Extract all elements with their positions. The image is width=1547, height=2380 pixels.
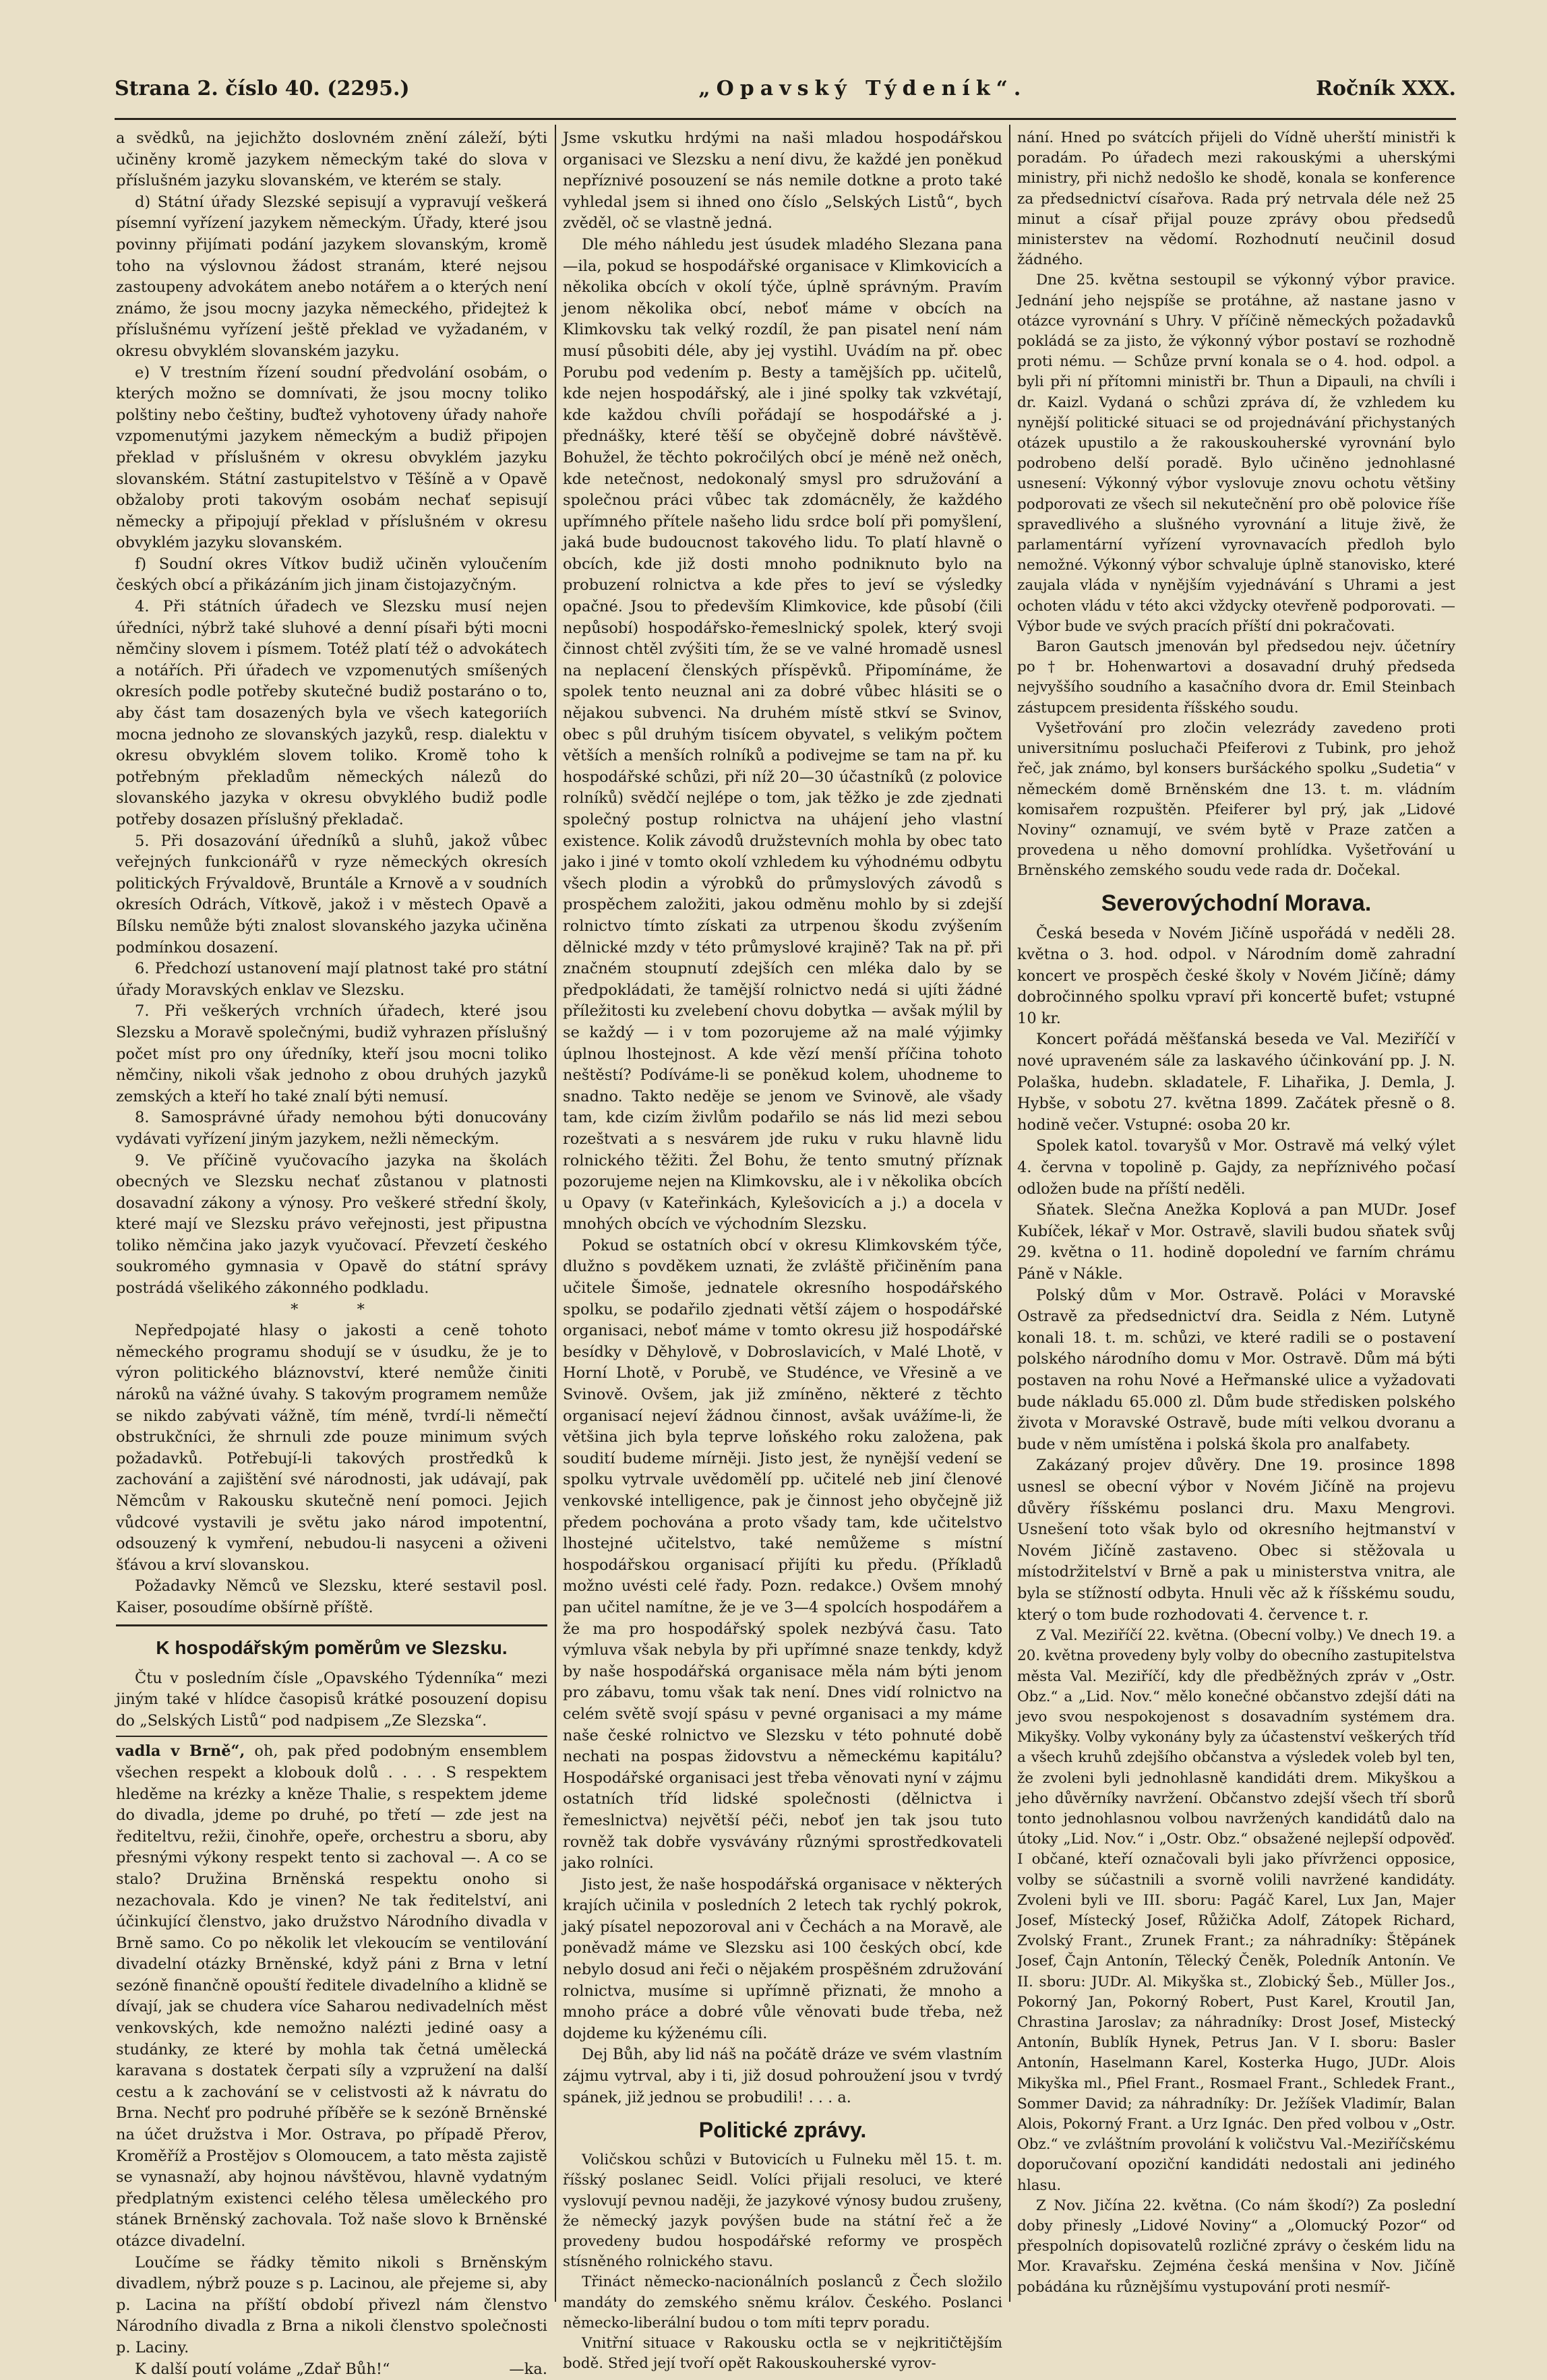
- volume-number: Ročník XXX.: [1316, 77, 1456, 100]
- paragraph: Jsme vskutku hrdými na naši mladou hospodářskou organisaci ve Slezsku a není divu, že každé jen poněkud nepříznivé posouzení se nás nemile dotkne a proto také vyhledal jsem si ihned ono číslo „Selských Listů“, bych zvěděl, oč se vlastně jedná.: [563, 129, 1002, 233]
- paragraph: Baron Gautsch jmenován byl předsedou nejv. účetníry po † br. Hohenwartovi a dosavadní druhý předseda nejvyššího soudního a kasačního dvora dr. Emil Steinbach zástupcem presidenta říšského soudu.: [1017, 638, 1455, 716]
- section-rule: [116, 1624, 547, 1626]
- paragraph: 9. Ve příčině vyučovacího jazyka na školách obecných ve Slezsku nechať zůstanou v platnosti dosavadní zákony a výnosy. Pro veškeré střední školy, které mají ve Slezsku právo veřejnosti, jest připustna toliko němčina jako jazyk vyučovací. Převzetí českého soukromého gymnasia v Opavě do státní správy postrádá všelikého zákonného podkladu.: [116, 1151, 547, 1298]
- paragraph: d) Státní úřady Slezské sepisují a vypravují veškerá písemní vyřízení jazykem německým. Úřady, které jsou povinny přijímati podání jazykem slovanským, kromě toho na výslovnou žádost stranám, které nejsou zastoupeny advokátem anebo notářem a o kterých není známo, že jsou mocny jazyka německého, přidejteż k příslušnému vyřízení ještě překlad ve vyžadaném, v okresu obvyklém slovanském jazyku.: [116, 193, 547, 360]
- paragraph: [116, 1741, 547, 2252]
- closing-text: K další poutí voláme „Zdař Bůh!“: [135, 2360, 390, 2378]
- paragraph: Polský dům v Mor. Ostravě. Poláci v Moravské Ostravě za předsednictví dra. Seidla z Ném. Lutyně konali 18. t. m. schůzi, ve které radili se o postavení polského národního domu v Mor. Ostravě. Dům má býti postaven na rohu Nové a Heřmanské ulice a vyžadovati bude nákladu 65.000 zl. Dům bude středisken polského života v Moravské Ostravě, bude míti velkou dvoranu a bude v něm umístěna i polská škola pro analfabety.: [1017, 1286, 1455, 1453]
- paragraph: Třináct německo-nacionálních poslanců z Čech složilo mandáty do zemského sněmu králov. Českého. Poslanci německo-liberální budou o tom míti teprv poradu.: [563, 2274, 1002, 2331]
- paragraph: Z Val. Meziříčí 22. května. (Obecní volby.) Ve dnech 19. a 20. května provedeny byly volby do obecního zastupitelstva města Val. Meziříčí, kdy dle předběžných zpráv v „Ostr. Obz.“ a „Lid. Nov.“ mělo konečné občanstvo zdejší dáti na jevo svou nespokojenost s dosavadním systémem dra. Mikyšky. Volby vykonány byly za účastenství veškerých tříd a všech kruhů zdejšího občanstva a výsledek voleb byl ten, že zvoleni byli jednohlasně kandidáti drem. Mikyškou a jeho důvěrníky navržení. Občanstvo zdejší všech tří sborů tonto jednohlasnou volbou navržených kandidátů dalo na útoky „Lid. Nov.“ i „Ostr. Obz.“ obsažené nejlepší odpověď. I občané, kteří označovali byli jako přívrženci opposice, volby se súčastnili a svorně volili navržené kandidáty. Zvoleni byli ve III. sboru: Pagáč Karel, Lux Jan, Majer Josef, Místecký Josef, Růžička Adolf, Zátopek Richard, Zvolský Frant., Zrunek Frant.; za náhradníky: Štěpánek Josef, Čajn Antonín, Tělecký Čeněk, Poledník Antonín. Ve II. sboru: JUDr. Al. Mikyška st., Zlobický Šeb., Müller Jos., Pokorný Jan, Pokorný Robert, Pust Karel, Kroutil Jan, Chrastina Jaroslav; za náhradníky: Drost Josef, Mistecký Antonín, Bublík Hynek, Petrus Jan. V I. sboru: Basler Antonín, Haselmann Karel, Kosterka Hugo, JUDr. Alois Mikyška ml., Pfiel Frant., Rosmael Frant., Schledek Frant., Sommer David; za náhradníky: Dr. Ježíšek Vladimír, Balan Alois, Pokorný Frant. a Urz Ignác. Den před volbou v „Ostr. Obz.“ ve zvláštním provolání k voličstvu Val.-Meziříčskému doporučovaní opoziční kandidáti nedostali ani jediného hlasu.: [1017, 1627, 1455, 2194]
- paragraph: e) V trestním řízení soudní předvolání osobám, o kterých možno se domnívati, že jsou mocny toliko polštiny nebo češtiny, buďtež vyhotoveny úřady nahoře vzpomenutými jazykem německým a budiž připojen překlad v příslušném v okresu obvyklém jazyku slovanském. Státní zastupitelstvo v Těšíně a v Opavě obžaloby proti takovým osobám nechať sepisují německy a připojují překlad v příslušném v okresu obvyklém jazyku slovanském.: [116, 363, 547, 552]
- paragraph: Spolek katol. tovaryšů v Mor. Ostravě má velký výlet 4. června v topolině p. Gajdy, za nepříznivého počasí odložen bude na příští neděli.: [1017, 1137, 1455, 1198]
- paragraph: [116, 2359, 547, 2380]
- column-2: [563, 128, 1002, 2373]
- paragraph: 6. Předchozí ustanovení mají platnost také pro státní úřady Moravských enklav ve Slezsku.: [116, 960, 547, 999]
- paragraph: 8. Samosprávné úřady nemohou býti donucovány vydávati vyřízení jiným jazykem, nežli německým.: [116, 1109, 547, 1148]
- author-signature: —ka.: [509, 2360, 547, 2378]
- column-1: [116, 128, 547, 2378]
- paragraph: Pokud se ostatních obcí v okresu Klimkovském týče, dlužno s povděkem uznati, že zvláště přičiněním pana učitele Šimoše, jednatele okresního hospodářského spolku, se podařilo zjednati větší zájem o hospodářské organisaci, neboť máme v tomto okresu již hospodářské besídky v Děhylově, v Dobroslavicích, v Malé Lhotě, v Horní Lhotě, v Porubě, ve Studénce, ve Vřesině a ve Svinově. Ovšem, jak již zmíněno, některé z těchto organisací nejeví žádnou činnost, avšak uvážíme-li, že většina jich byla teprve loňského roku založena, pak soudití budeme mírněji. Jisto jest, že nynější vedení se spolku vytrvale uvědomělí pp. učitelé neb jiní členové venkovské intelligence, pak je činnost jeho obyčejně již předem pochována a proto všady tam, kde učitelstvo lhostejné učitelstvo, také nemůžeme s místní hospodářskou organisací přijíti ku předu. (Příkladů možno uvésti celé řady. Pozn. redakce.) Ovšem mnohý pan učitel namítne, že je ve 3—4 spolcích hospodářem a že ma pro hospodářský spolek nezbývá času. Tato výmluva však nebyla by při upřímné snaze tenkdy, když by naše hospodářská organisace měla nám býti jenom pro zábavu, tomu však tak není. Dnes vidí rolnictvo na celém světě svojí spásu v pevné organisaci a my máme naše české rolnictvo ve Slezsku v této pohnuté době nechati na pospas židovstvu a německému kapitálu? Hospodářské organisaci jest třeba věnovati nyní v zájmu ostatních tříd lidské společnosti (dělnictva i řemeslnictva) největší péči, neboť jen tak jsou tuto rovněž tak dobře vysvávány různými sprostředkovateli jako rolníci.: [563, 1236, 1002, 1872]
- continuation-rule: [116, 1736, 547, 1737]
- paragraph: Česká beseda v Novém Jičíně uspořádá v neděli 28. května o 3. hod. odpol. v Národním domě zahradní koncert ve prospěch české školy v Novém Jičíně; dámy dobročinného spolku vpraví při koncertě bufet; vstupné 10 kr.: [1017, 924, 1455, 1027]
- paragraph: Sňatek. Slečna Anežka Koplová a pan MUDr. Josef Kubíček, lékař v Mor. Ostravě, slavili budou sňatek svůj 29. května o 11. hodině dopolední ve farním chrámu Páně v Nákle.: [1017, 1201, 1455, 1283]
- paragraph: Koncert pořádá měšťanská beseda ve Val. Meziříčí v nové upraveném sále za laskavého účinkování pp. J. N. Polaška, hudebn. skladatele, F. Lihařika, J. Demla, J. Hybše, v sobotu 27. května 1899. Začátek přesně o 8. hodině večer. Vstupné: osoba 20 kr.: [1017, 1031, 1455, 1134]
- separator: * *: [291, 1300, 392, 1318]
- paragraph: Voličskou schůzi v Butovicích u Fulneku měl 15. t. m. říšský poslanec Seidl. Volíci přijali resoluci, ve které vyslovují pevnou naději, že jazykové výnosy budou zrušeny, že německý jazyk povýšen bude na státní řeč a že provedeny budou hospodářské reformy ve prospěch stísněného rolnického stavu.: [563, 2152, 1002, 2271]
- section-heading: Severovýchodní Morava.: [1101, 890, 1372, 916]
- paragraph: Jisto jest, že naše hospodářská organisace v některých krajích učinila v posledních 2 letech tak rychlý pokrok, jaký písatel nepozoroval ani v Čechách a na Moravě, ale poněvadž máme ve Slezsku asi 100 českých obcí, kde nebylo dosud ani řeči o nějakém prospěšném združování rolnictva, musíme si upřímně přiznati, že mnoho a mnoho práce a dobré vůle věnovati bude třeba, než dojdeme ku kýženému cíli.: [563, 1875, 1002, 2042]
- header-rule: [115, 118, 1456, 120]
- paragraph: nání. Hned po svátcích přijeli do Vídně uherští ministři k poradám. Po úřadech mezi rakouskými a uherskými ministry, při nichž nedošlo ke shodě, konala se konference za předsednictví císařova. Rada prý netrvala déle než 25 minut a císař přijal pouze zprávy obou předsedů ministerstev na vědomí. Rozhodnutí neučinil dosud žádného.: [1017, 129, 1455, 269]
- paragraph-body: oh, pak před podobným ensemblem všechen respekt a klobouk dolů . . . . S respektem hleděme na krézky a kněze Thalie, s respektem jdeme do divadla, jdeme po druhé, po třetí — zde jest na řediteltvu, režii, činohře, opeře, orchestru a sboru, aby přesnými výkony respekt tento si zachoval —. A co se stalo? Družina Brněnská respektu onoho si nezachovala. Kdo je vinen? Ne tak ředitelství, ani účinkující členstvo, jako družstvo Národního divadla v Brně samo. Co po několik let vlekoucím se ventilování divadelní otázky Brněnské, když páni z Brna v letní sezóně finančně opouští ředitele divadelního a klidně se dívají, jak se chudera více Saharou nedivadelních měst venkovských, kde nemožno nalézti jediné oasy a studánky, ze které by mohla tak četná umělecká karavana s dostatek čerpati síly a vzpružení na další cestu a k zachování se v celistvosti až k návratu do Brna. Nechť pro podruhé příběře se k sezóně Brněnské na účet družstva i Mor. Ostrava, po případě Přerov, Kroměříž a Prostějov s Olomoucem, a tato města zajistě se vynasnaží, aby hojnou návštěvou, hlavně vydatným předplatným existenci celého tělesa uměleckého pro stánek Brněnský zachovala. Tož naše slovo k Brněnské otázce divadelní.: [116, 1742, 547, 2250]
- column-divider-1: [555, 125, 556, 2302]
- section-heading: Politické zprávy.: [698, 2118, 867, 2143]
- paragraph: Čtu v posledním čísle „Opavského Týdenníka“ mezi jiným také v hlídce časopisů krátké posouzení dopisu do „Selských Listů“ pod nadpisem „Ze Slezska“.: [116, 1669, 547, 1730]
- paragraph: Nepředpojaté hlasy o jakosti a ceně tohoto německého programu shodují se v úsudku, že je to výron politického bláznovství, které nemůže činiti nároků na vážné úvahy. S takovým programem nemůže se nikdo zabývati vážně, tím méně, tvrdí-li němečtí obstrukčníci, že shrnuli zde pouze minimum svých požadavků. Potřebují-li takových prostředků k zachování a zajištění své národnosti, jak udávají, pak Němcům v Rakousku skutečně není pomoci. Jejich vůdcové vystavili je světu jako národ impotentní, odsouzený k vymření, nebudou-li nasyceni a oživeni šťávou a krví slovanskou.: [116, 1322, 547, 1574]
- paragraph: Požadavky Němců ve Slezsku, které sestavil posl. Kaiser, posoudíme obšírně příště.: [116, 1577, 547, 1616]
- paragraph: Zakázaný projev důvěry. Dne 19. prosince 1898 usnesl se obecní výbor v Novém Jičíně na projevu důvěry říšskému poslanci dru. Maxu Mengrovi. Usnešení toto však bylo od okresního hejtmanství v Novém Jičíně zastaveno. Obec si stěžovala u místodržitelství v Brně a pak u ministerstva vnitra, ale byla se stížností odbyta. Hnuli věc až k říšskému soudu, který o tom bude rozhodovati 4. července t. r.: [1017, 1457, 1455, 1624]
- paragraph: 5. Při dosazování úředníků a sluhů, jakož vůbec veřejných funkcionářů v ryze německých okresích politických Frývaldově, Bruntále a Krnově a v soudních okresích Odrách, Vítkově, jakož i v městech Opavě a Bílsku nemůže býti znalost slovanského jazyka učiněna podmínkou dosazení.: [116, 832, 547, 956]
- section-heading: K hospodářským poměrům ve Slezsku.: [156, 1637, 508, 1658]
- paragraph: f) Soudní okres Vítkov budiž učiněn vyloučením českých obcí a přikázáním jich jinam čistojazyčným.: [116, 555, 547, 594]
- paragraph: Dne 25. května sestoupil se výkonný výbor pravice. Jednání jeho nejspíše se protáhne, až nastane jasno v otázce vyrovnání s Uhry. V příčině německých požadavků pokládá se za jisto, že výkonný výbor postaví se rozhodně proti nému. — Schůze první konala se o 4. hod. odpol. a byli při ní přítomni ministři br. Thun a Dipauli, na chvíli i dr. Kaizl. Vydaná o schůzi zpráva dí, že vzhledem ku nynější politické situaci se od projednávání přichystaných otázek upustilo a že rakouskouherské vyrovnání bylo podrobeno delší poradě. Bylo učiněno jednohlasné usnesení: Výkonný výbor vyslovuje znovu ochotu většiny podporovati ze všech sil nekutečnění pro obě polovice říše spravedlivého a slušného vyrovnání a lituje živě, že parlamentární vyřízení vyrovnavacích předloh bylo nemožné. Výkonný výbor schvaluje úplně stanovisko, které zaujala vláda v nynějším vyjednávání s Uhrami a jest ochoten vládu v této akci vždycky otevřeně podporovati. — Výbor bude ve svých pracích příští dni pokračovati.: [1017, 272, 1455, 635]
- paragraph: Vnitřní situace v Rakousku octla se v nejkritičtějším bodě. Střed její tvoří opět Rakouskouherské vyrov-: [563, 2335, 1002, 2373]
- newspaper-title: „Opavský Týdeník“.: [698, 77, 1027, 100]
- paragraph: a svědků, na jejichžto doslovném znění záleží, býti učiněny kromě jazykem německým také do slova v příslušném jazyku slovanském, ve kterém se staly.: [116, 129, 547, 190]
- paragraph: Loučíme se řádky těmito nikoli s Brněnským divadlem, nýbrž pouze s p. Lacinou, ale přejeme si, aby p. Lacina na příští období přivezl nám členstvo Národního divadla z Brna a nikoli členstvo společnosti p. Laciny.: [116, 2253, 547, 2356]
- column-divider-2: [1009, 125, 1010, 2302]
- page-header: [115, 77, 1456, 115]
- page-number: Strana 2. číslo 40. (2295.): [115, 77, 410, 100]
- lead-text: vadla v Brně“,: [116, 1742, 245, 1761]
- paragraph: Vyšetřování pro zločin velezrády zavedeno proti universitnímu posluchači Pfeiferovi z Tubink, pro jehož řeč, jak známo, byl konsers buršáckého spolku „Sudetia“ v německém domě Brněnském dne 13. t. m. vládním komisařem rozpuštěn. Pfeiferer byl prý, jak „Lidové Noviny“ oznamují, ve svém bytě v Praze zatčen a provedena u něho domovní prohlídka. Vyšetřování u Brněnského zemského soudu vede rada dr. Dočekal.: [1017, 719, 1455, 880]
- paragraph: 4. Při státních úřadech ve Slezsku musí nejen úředníci, nýbrž také sluhové a denní písaři býti mocni němčiny slovem i písmem. Totéž platí též o advokátech a notářích. Při úřadech ve vzpomenutých smíšených okresích podle potřeby skutečné budiž postaráno o to, aby část tam dosazených byla ve všech kategoriích mocna jednoho ze slovanských jazyků, resp. dialektu v okresu obvyklém slovem toliko. Kromě toho k potřebným překladům německých nálezů do slovanského jazyka v okresu obvyklého budiž podle potřeby dosazen příslušný překladač.: [116, 598, 547, 828]
- paragraph: Dle mého náhledu jest úsudek mladého Slezana pana —ila, pokud se hospodářské organisace v Klimkovicích a několika obcích v okolí týče, úplně správným. Pravím jenom několika obcí, neboť máme v obcích na Klimkovsku tak velký rozdíl, že pan pisatel není nám musí působiti déle, aby jej vystihl. Uvádím na př. obec Porubu pod vedením p. Besty a tamějších pp. učitelů, kde nejen hospodářský, ale i jiné spolky tak vzkvétají, kde každou chvíli pořádají se hospodářské a j. přednášky, které těší se obyčejně dobré návštěvě. Bohužel, že těchto pokročilých obcí je méně než oněch, kde netečnost, nedokonalý smysl pro sdružování a společnou práci vůbec tak zdomácněly, že každého upřímného přítele našeho lidu srdce bolí při pomyšlení, jaká bude budoucnost takového lidu. To platí hlavně o obcích, kde již dosti mnoho podniknuto bylo na probuzení rolnictva a kde přes to jeví se výsledky opačné. Jsou to především Klimkovice, kde působí (čili nepůsobí) hospodářsko-řemeslnický spolek, který svoji činnost chtěl zvýšiti tím, že se ve valné hromadě usnesl na neplacení členských příspěvků. Připomínáme, že spolek tento neuznal ani za dobré vůbec hlásiti se o nějakou subvenci. Na druhém místě stkví se Svinov, obec s půl druhým tisícem obyvatel, s velikým počtem větších a menších rolníků a podivejme se tam na př. ku hospodářské schůzi, při níž 20—30 účastníků (z polovice rolníků) svědčí nejlépe o tom, jak těžko je zde zjednati společný postup rolnictva na uhájení jeho vlastní existence. Kolik závodů družstevních mohla by obec tato jako i jiné v tomto okolí vzhledem ku výhodnému odbytu všech plodin a výrobků do průmyslových závodů s prospěchem založiti, jakou odměnu mohlo by si zdejší rolnictvo tímto získati za utrpenou škodu zvýšením dělnické mzdy v této průmyslové krajině? Tak na př. při značném stoupnutí zdejších cen mléka dalo by se předpokládati, že tamější rolnictvo nedá si ujíti žádné příležitosti ku zvelebení chovu dobytka — avšak mýlil by se každý — i v tom pozorujeme až na malé výjimky úplnou lhostejnost. A kde vězí menší příčina tohoto neštěstí? Podíváme-li se poněkud kolem, uhodneme to snadno. Takto neděje se jenom ve Svinově, ale všady tam, kde cizím živlům podařilo se nás lid mezi sebou rozeštvati a s nesvárem jde ruku v ruku hlavně lidu rolnického těžiti. Žel Bohu, že tento smutný příznak pozorujeme nejen na Klimkovsku, ale i v několika obcích u Opavy (v Kateřinkách, Kylešovicích a j.) a docela v mnohých obcích ve východním Slezsku.: [563, 235, 1002, 1233]
- column-3: [1017, 128, 1455, 2312]
- paragraph: 7. Při veškerých vrchních úřadech, které jsou Slezsku a Moravě společnými, budiž vyhrazen příslušný počet míst pro ony úředníky, kteří jsou mocni toliko němčiny, nikoli však jednoho z obou druhých jazyků zemských a kteří ho také znalí býti nemusí.: [116, 1002, 547, 1105]
- paragraph: Z Nov. Jičína 22. května. (Co nám škodí?) Za poslední doby přinesly „Lidové Noviny“ a „Olomucký Pozor“ od přespolních dopisovatelů rozličné zprávy o českém lidu na Mor. Kravařsku. Zejména česká menšina v Nov. Jičíně pobádána ku různějšímu vystupování proti nesmíř-: [1017, 2197, 1455, 2296]
- paragraph: Dej Bůh, aby lid náš na počátě dráze ve svém vlastním zájmu vytrval, aby i ti, již dosud pohroužení jsou v tvrdý spánek, již jednou se probudili! . . . a.: [563, 2046, 1002, 2106]
